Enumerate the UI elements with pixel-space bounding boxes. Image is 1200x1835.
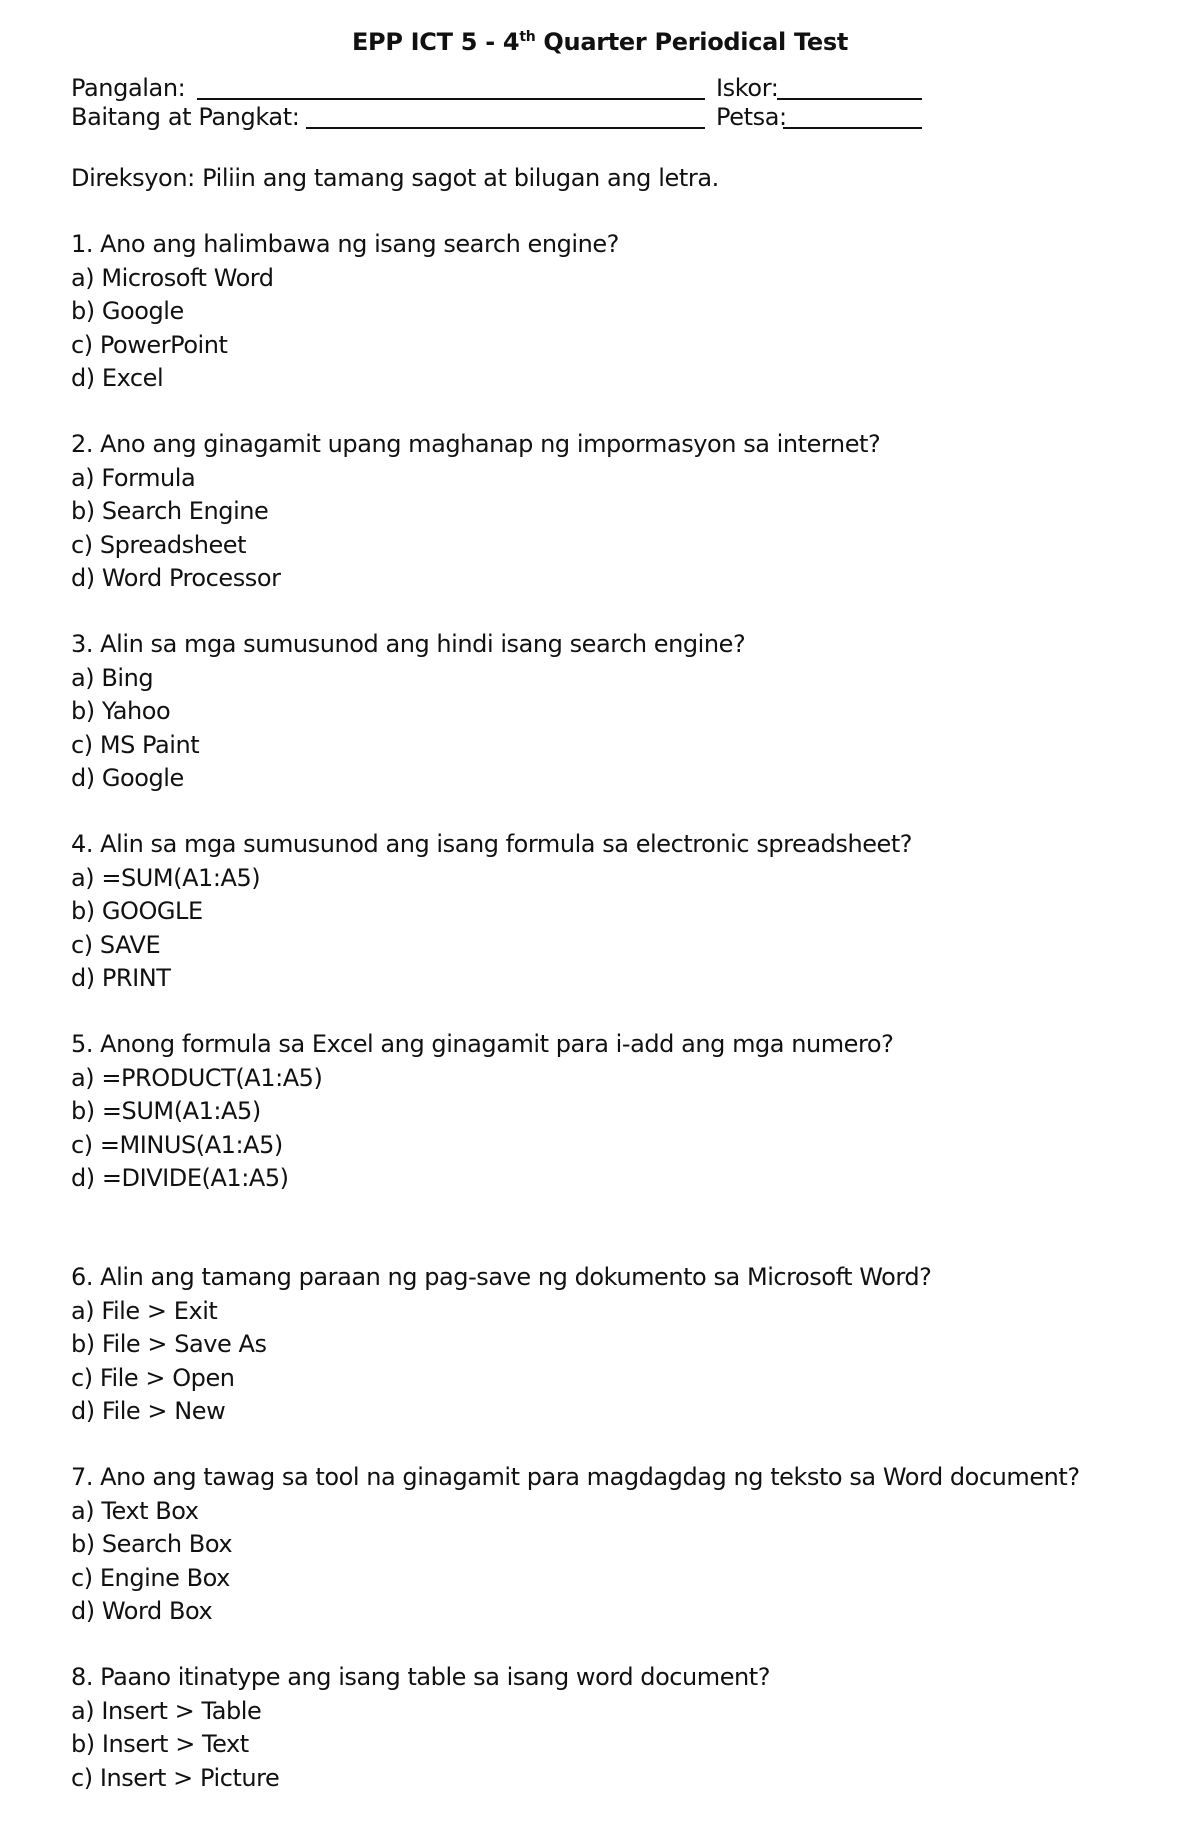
- section-label: Baitang at Pangkat:: [71, 103, 300, 131]
- section-date-row: [71, 103, 951, 133]
- choice-c[interactable]: c) Engine Box: [71, 1563, 230, 1592]
- question-6: [71, 1261, 1171, 1429]
- choice-d[interactable]: d) Word Box: [71, 1597, 213, 1625]
- section-blank[interactable]: [306, 127, 705, 129]
- directions: Direksyon: Piliin ang tamang sagot at bilugan ang letra.: [71, 164, 719, 192]
- name-blank[interactable]: [197, 98, 705, 100]
- choice-d[interactable]: d) Word Processor: [71, 564, 281, 592]
- question-3: [71, 628, 1171, 796]
- choice-d[interactable]: d) =DIVIDE(A1:A5): [71, 1164, 289, 1192]
- question-text: 2. Ano ang ginagamit upang maghanap ng impormasyon sa internet?: [71, 430, 881, 458]
- choice-a[interactable]: a) =PRODUCT(A1:A5): [71, 1063, 323, 1092]
- choice-b[interactable]: b) =SUM(A1:A5): [71, 1097, 261, 1125]
- choice-d[interactable]: d) Google: [71, 764, 184, 792]
- question-text: 4. Alin sa mga sumusunod ang isang formula sa electronic spreadsheet?: [71, 830, 913, 858]
- choice-a[interactable]: a) =SUM(A1:A5): [71, 863, 261, 892]
- question-4: [71, 828, 1171, 996]
- question-2: [71, 428, 1171, 596]
- title-superscript: th: [519, 29, 536, 45]
- date-label: Petsa:: [716, 103, 787, 131]
- choice-b[interactable]: b) Search Box: [71, 1530, 233, 1558]
- question-text: 3. Alin sa mga sumusunod ang hindi isang search engine?: [71, 630, 746, 658]
- choice-b[interactable]: b) Search Engine: [71, 497, 269, 525]
- choice-a[interactable]: a) Text Box: [71, 1496, 199, 1525]
- choice-d[interactable]: d) PRINT: [71, 964, 171, 992]
- name-label: Pangalan:: [71, 74, 186, 102]
- question-text: 6. Alin ang tamang paraan ng pag-save ng dokumento sa Microsoft Word?: [71, 1263, 932, 1291]
- question-text: 1. Ano ang halimbawa ng isang search engine?: [71, 230, 619, 258]
- choice-b[interactable]: b) Yahoo: [71, 697, 171, 725]
- choice-c[interactable]: c) File > Open: [71, 1363, 235, 1392]
- choice-c[interactable]: c) PowerPoint: [71, 330, 228, 359]
- choice-b[interactable]: b) File > Save As: [71, 1330, 267, 1358]
- choice-c[interactable]: c) =MINUS(A1:A5): [71, 1130, 283, 1159]
- question-text: 7. Ano ang tawag sa tool na ginagamit para magdagdag ng teksto sa Word document?: [71, 1463, 1080, 1491]
- name-score-row: [71, 74, 951, 104]
- choice-d[interactable]: d) Excel: [71, 364, 164, 392]
- choice-c[interactable]: c) SAVE: [71, 930, 161, 959]
- question-8: [71, 1661, 1171, 1795]
- question-text: 5. Anong formula sa Excel ang ginagamit para i-add ang mga numero?: [71, 1030, 894, 1058]
- question-7: [71, 1461, 1171, 1629]
- choice-b[interactable]: b) Google: [71, 297, 184, 325]
- choice-c[interactable]: c) MS Paint: [71, 730, 200, 759]
- choice-c[interactable]: c) Insert > Picture: [71, 1763, 280, 1792]
- question-text: 8. Paano itinatype ang isang table sa isang word document?: [71, 1663, 771, 1691]
- question-1: [71, 228, 1171, 396]
- question-5: [71, 1028, 1171, 1196]
- choice-d[interactable]: d) File > New: [71, 1397, 226, 1425]
- choice-a[interactable]: a) Insert > Table: [71, 1696, 262, 1725]
- score-label: Iskor:: [716, 74, 779, 102]
- title-main: EPP ICT 5 - 4: [351, 28, 520, 56]
- choice-b[interactable]: b) GOOGLE: [71, 897, 203, 925]
- score-blank[interactable]: [777, 98, 922, 100]
- choice-a[interactable]: a) Formula: [71, 463, 196, 492]
- choice-b[interactable]: b) Insert > Text: [71, 1730, 249, 1758]
- page-title: [0, 28, 1200, 56]
- choice-a[interactable]: a) File > Exit: [71, 1296, 218, 1325]
- choice-c[interactable]: c) Spreadsheet: [71, 530, 247, 559]
- date-blank[interactable]: [783, 127, 922, 129]
- choice-a[interactable]: a) Microsoft Word: [71, 263, 274, 292]
- title-rest: Quarter Periodical Test: [535, 28, 849, 56]
- choice-a[interactable]: a) Bing: [71, 663, 154, 692]
